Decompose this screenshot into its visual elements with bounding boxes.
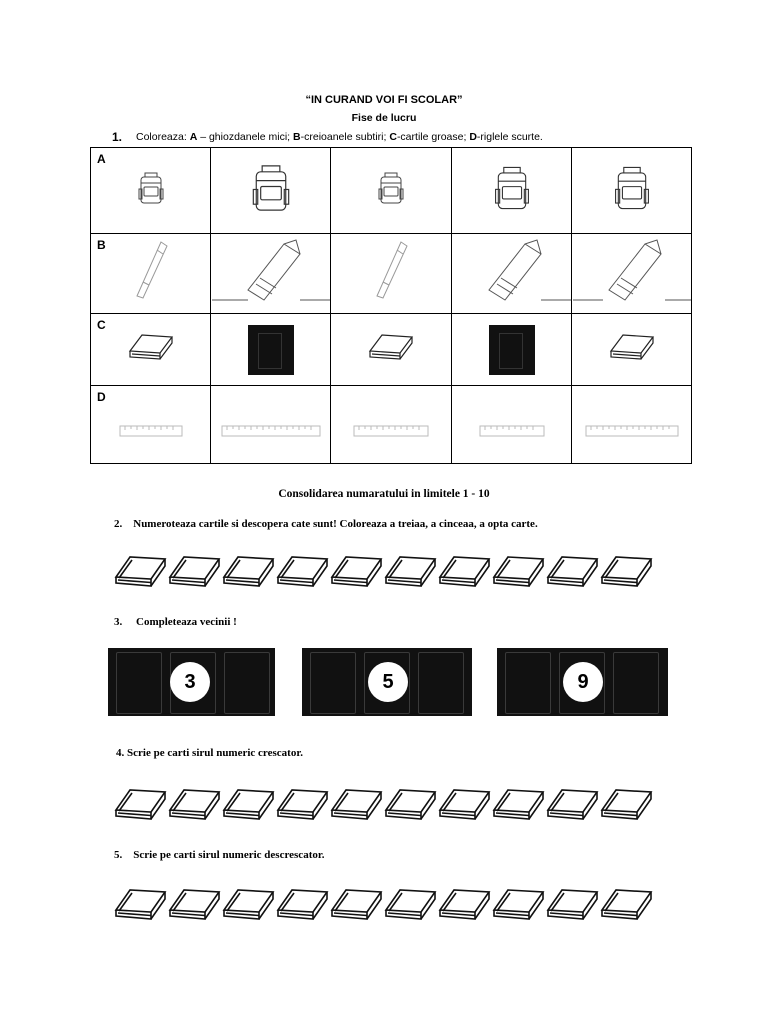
book-thin-icon [126,329,176,365]
q2-books [113,547,653,591]
pencil-thick-icon [453,238,571,304]
q1-part: D [469,131,477,143]
q5-instruction [114,849,324,861]
book-icon[interactable] [545,547,599,591]
ruler-short-icon [353,424,429,438]
book-thin-icon [607,329,657,365]
backpack-large-icon [490,162,534,214]
book-icon[interactable] [329,780,383,824]
book-icon[interactable] [383,780,437,824]
book-icon[interactable] [275,547,329,591]
q4-books [113,780,653,824]
neighbor-number-5: 5 [368,662,408,702]
book-icon[interactable] [491,547,545,591]
book-icon[interactable] [113,880,167,924]
cell-d4[interactable] [452,386,572,464]
book-thick-icon [248,325,294,375]
cell-d1[interactable] [91,386,211,464]
q4-number: 4. [116,747,125,759]
page-title: “IN CURAND VOI FI SCOLAR” [305,94,463,106]
cell-b1[interactable] [91,234,211,314]
cell-c4[interactable] [452,314,572,386]
book-icon[interactable] [221,880,275,924]
neighbor-number-9: 9 [563,662,603,702]
q2-number: 2. [114,518,123,530]
row-c [91,314,692,386]
cell-c1[interactable] [91,314,211,386]
cell-a4[interactable] [452,148,572,234]
book-thick-icon [489,325,535,375]
q1-part: A [189,131,198,143]
cell-c5[interactable] [572,314,692,386]
row-label-b: B [97,238,106,252]
book-icon[interactable] [545,780,599,824]
book-icon[interactable] [491,780,545,824]
cell-d3[interactable] [331,386,452,464]
neighbors-band-2 [302,648,472,716]
book-icon[interactable] [383,880,437,924]
book-icon[interactable] [545,880,599,924]
backpack-small-icon [136,169,166,207]
book-icon[interactable] [167,880,221,924]
cell-c2[interactable] [211,314,331,386]
page-subtitle: Fise de lucru [351,112,417,124]
pencil-thick-icon [573,238,691,304]
cell-a1[interactable] [91,148,211,234]
cell-b2[interactable] [211,234,331,314]
q3-instruction [114,616,237,628]
q1-part: B [293,131,301,143]
row-b [91,234,692,314]
book-icon[interactable] [437,780,491,824]
book-icon[interactable] [437,547,491,591]
cell-c3[interactable] [331,314,452,386]
ruler-long-icon [585,424,679,438]
backpack-large-icon [610,162,654,214]
row-label-c: C [97,318,106,332]
row-a [91,148,692,234]
q3-number: 3. [114,616,123,628]
q1-instruction [136,131,543,143]
cell-a5[interactable] [572,148,692,234]
q1-part: -creioanele subtiri; [300,131,390,143]
book-icon[interactable] [275,880,329,924]
book-icon[interactable] [113,547,167,591]
neighbor-number-3: 3 [170,662,210,702]
book-icon[interactable] [437,880,491,924]
ruler-long-icon [221,424,321,438]
q5-number: 5. [114,849,123,861]
q1-part: Coloreaza: [136,131,190,143]
section-title: Consolidarea numaratului in limitele 1 - 10 [278,488,490,500]
ruler-short-icon [479,424,545,438]
pencil-thick-icon [212,238,330,304]
book-icon[interactable] [599,780,653,824]
row-label-d: D [97,390,106,404]
book-icon[interactable] [221,547,275,591]
q1-part: -riglele scurte. [476,131,543,143]
neighbors-band-1 [108,648,275,716]
book-icon[interactable] [329,880,383,924]
book-icon[interactable] [599,880,653,924]
book-thin-icon [366,329,416,365]
cell-b3[interactable] [331,234,452,314]
book-icon[interactable] [275,780,329,824]
q5-text: Scrie pe carti sirul numeric descrescator. [133,849,325,861]
book-icon[interactable] [491,880,545,924]
row-d [91,386,692,464]
q1-table [90,147,692,464]
q5-books [113,880,653,924]
backpack-small-icon [376,169,406,207]
q1-part: – ghiozdanele mici; [197,131,294,143]
backpack-large-icon [246,160,296,216]
q4-text: Scrie pe carti sirul numeric crescator. [127,747,303,759]
q2-instruction [114,518,538,530]
cell-a3[interactable] [331,148,452,234]
book-icon[interactable] [167,780,221,824]
q1-part: -cartile groase; [396,131,470,143]
q1-part: C [389,131,397,143]
q1-number: 1. [112,130,123,144]
cell-d2[interactable] [211,386,331,464]
q4-instruction [116,747,303,759]
book-icon[interactable] [599,547,653,591]
q3-text: Completeaza vecinii ! [136,616,237,628]
cell-d5[interactable] [572,386,692,464]
neighbors-band-3 [497,648,668,716]
q2-text: Numeroteaza cartile si descopera cate sunt! Coloreaza a treiaa, a cinceaa, a opta carte. [133,518,538,530]
cell-b5[interactable] [572,234,692,314]
book-icon[interactable] [113,780,167,824]
book-icon[interactable] [383,547,437,591]
pencil-thin-icon [121,238,181,304]
book-icon[interactable] [221,780,275,824]
ruler-short-icon [119,424,183,438]
book-icon[interactable] [329,547,383,591]
book-icon[interactable] [167,547,221,591]
cell-b4[interactable] [452,234,572,314]
row-label-a: A [97,152,106,166]
pencil-thin-icon [361,238,421,304]
cell-a2[interactable] [211,148,331,234]
